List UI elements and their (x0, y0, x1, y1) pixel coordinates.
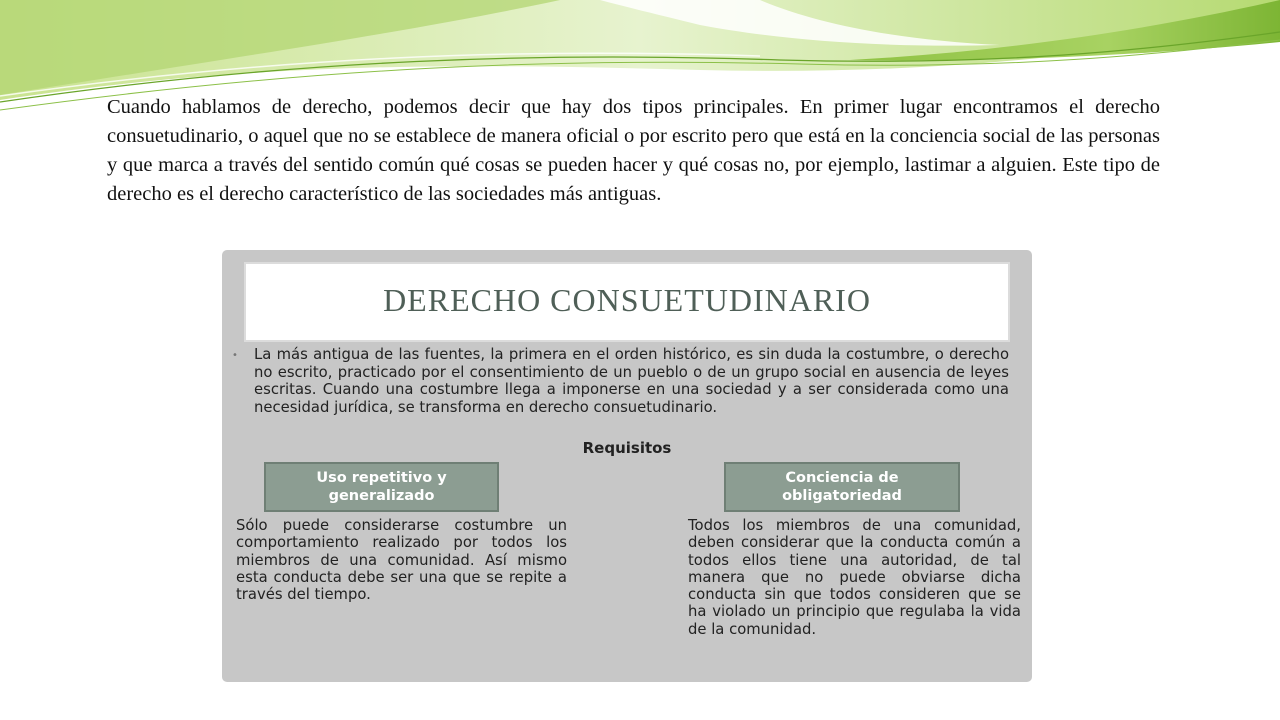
intro-paragraph: Cuando hablamos de derecho, podemos decir que hay dos tipos principales. En primer lugar encontramos el derecho consuetudinario, o aquel que no se establece de manera oficial o por escrito pero que está en la conciencia social de las personas y que marca a través del sentido común qué cosas se pueden hacer y qué cosas no, por ejemplo, lastimar a alguien. Este tipo de derecho es el derecho característico de las sociedades más antiguas. (107, 96, 1160, 205)
requirement-heading-box (724, 462, 960, 512)
requirements-label: Requisitos (582, 439, 672, 457)
requirement-heading-box (264, 462, 499, 512)
figure-title-box (244, 262, 1010, 342)
requirement-heading: Uso repetitivo y generalizado (316, 470, 447, 504)
figure-main-paragraph: La más antigua de las fuentes, la primera en el orden histórico, es sin duda la costumbre, o derecho no escrito, practicado por el consentimiento de un pueblo o de un grupo social en ausencia de leyes escritas. Cuando una costumbre llega a imponerse en una sociedad y a ser considerada como una necesidad jurídica, se transforma en derecho consuetudinario. (254, 346, 1009, 416)
figure-title: DERECHO CONSUETUDINARIO (383, 282, 871, 318)
bullet-icon: • (232, 350, 238, 361)
requirement-heading: Conciencia de obligatoriedad (782, 470, 902, 504)
requirement-description: Todos los miembros de una comunidad, deben considerar que la conducta común a todos ellos tiene una autoridad, de tal manera que no puede obviarse dicha conducta sin que todos consideren que se ha violado un principio que regulaba la vida de la comunidad. (688, 517, 1021, 638)
requirement-description: Sólo puede considerarse costumbre un comportamiento realizado por todos los miembros de una comunidad. Así mismo esta conducta debe ser una que se repite a través del tiempo. (236, 517, 567, 604)
derecho-consuetudinario-figure (222, 250, 1032, 682)
